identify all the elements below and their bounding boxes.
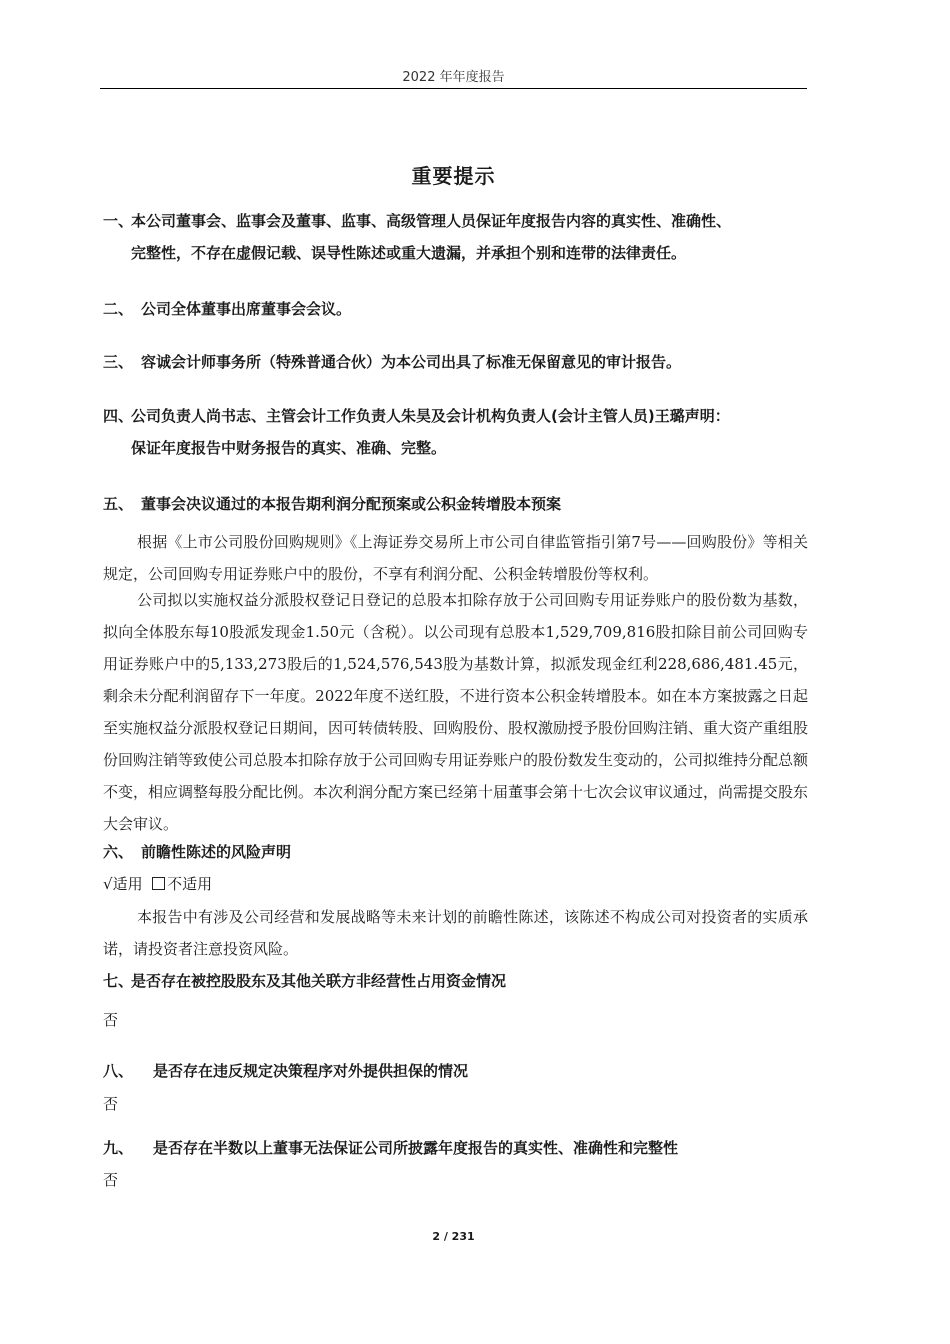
section-text: 容诚会计师事务所（特殊普通合伙）为本公司出具了标准无保留意见的审计报告。 xyxy=(141,353,682,371)
section-number: 五、 xyxy=(103,495,134,513)
section-3 xyxy=(103,346,808,378)
section-8-heading xyxy=(103,1055,808,1087)
section-5-paragraph-1: 根据《上市公司股份回购规则》《上海证券交易所上市公司自律监管指引第7号——回购股份》等相关规定，公司回购专用证券账户中的股份，不享有利润分配、公积金转增股份等权利。 xyxy=(103,533,808,583)
section-1-line-2: 完整性，不存在虚假记载、误导性陈述或重大遗漏，并承担个别和连带的法律责任。 xyxy=(131,244,687,262)
page-title: 重要提示 xyxy=(411,164,496,188)
section-7-heading xyxy=(103,965,808,997)
section-4-line-2: 保证年度报告中财务报告的真实、准确、完整。 xyxy=(131,439,447,457)
section-number: 七、 xyxy=(103,972,134,990)
not-applicable-label: 不适用 xyxy=(167,875,213,893)
header-rule xyxy=(100,88,807,89)
section-5-paragraph-2: 公司拟以实施权益分派股权登记日登记的总股本扣除存放于公司回购专用证券账户的股份数为基数，拟向全体股东每10股派发现金1.50元（含税）。以公司现有总股本1,529,709,816股扣除目前公司回购专用证券账户中的5,133,273股后的1,524,576,543股为基数计算，拟派发现金红利228,686,481.45元，剩余未分配利润留存下一年度。2022年度不送红股，不进行资本公积金转增股本。如在本方案披露之日起至实施权益分派股权登记日期间，因可转债转股、回购股份、股权激励授予股份回购注销、重大资产重组股份回购注销等致使公司总股本扣除存放于公司回购专用证券账户的股份数发生变动的，公司拟维持分配总额不变，相应调整每股分配比例。本次利润分配方案已经第十届董事会第十七次会议审议通过，尚需提交股东大会审议。 xyxy=(103,591,809,833)
empty-checkbox-icon xyxy=(152,877,165,890)
section-text: 公司负责人尚书志、主管会计工作负责人朱昊及会计机构负责人(会计主管人员)王璐声明： xyxy=(131,407,730,425)
section-number: 三、 xyxy=(103,353,134,371)
section-7-answer: 否 xyxy=(103,1011,119,1029)
section-1 xyxy=(103,205,808,269)
applicable-label: 适用 xyxy=(112,875,143,893)
section-number: 六、 xyxy=(103,843,134,861)
section-8-answer: 否 xyxy=(103,1095,119,1113)
section-4-line-1 xyxy=(103,400,808,432)
section-number: 二、 xyxy=(103,300,134,318)
section-1-line-1 xyxy=(103,205,808,237)
section-text: 前瞻性陈述的风险声明 xyxy=(141,843,292,861)
section-text: 本公司董事会、监事会及董事、监事、高级管理人员保证年度报告内容的真实性、准确性、 xyxy=(131,212,732,230)
running-header: 2022 年年度报告 xyxy=(402,70,505,85)
section-number: 八、 xyxy=(103,1062,134,1080)
section-number: 四、 xyxy=(103,407,134,425)
section-text: 是否存在违反规定决策程序对外提供担保的情况 xyxy=(153,1062,469,1080)
page-number: 2 / 231 xyxy=(432,1230,475,1243)
section-9-heading xyxy=(103,1132,808,1164)
section-5-heading xyxy=(103,488,808,520)
section-4 xyxy=(103,400,808,464)
section-6-paragraph: 本报告中有涉及公司经营和发展战略等未来计划的前瞻性陈述，该陈述不构成公司对投资者的实质承诺，请投资者注意投资风险。 xyxy=(103,908,808,958)
section-6-heading xyxy=(103,836,808,868)
applicability-options xyxy=(103,869,212,899)
section-number: 九、 xyxy=(103,1139,134,1157)
section-number: 一、 xyxy=(103,212,134,230)
section-text: 公司全体董事出席董事会会议。 xyxy=(141,300,352,318)
check-mark-icon: √ xyxy=(103,875,113,893)
section-text: 董事会决议通过的本报告期利润分配预案或公积金转增股本预案 xyxy=(141,495,562,513)
section-9-answer: 否 xyxy=(103,1171,119,1189)
section-text: 是否存在被控股股东及其他关联方非经营性占用资金情况 xyxy=(131,972,507,990)
section-text: 是否存在半数以上董事无法保证公司所披露年度报告的真实性、准确性和完整性 xyxy=(153,1139,679,1157)
section-2 xyxy=(103,293,808,325)
